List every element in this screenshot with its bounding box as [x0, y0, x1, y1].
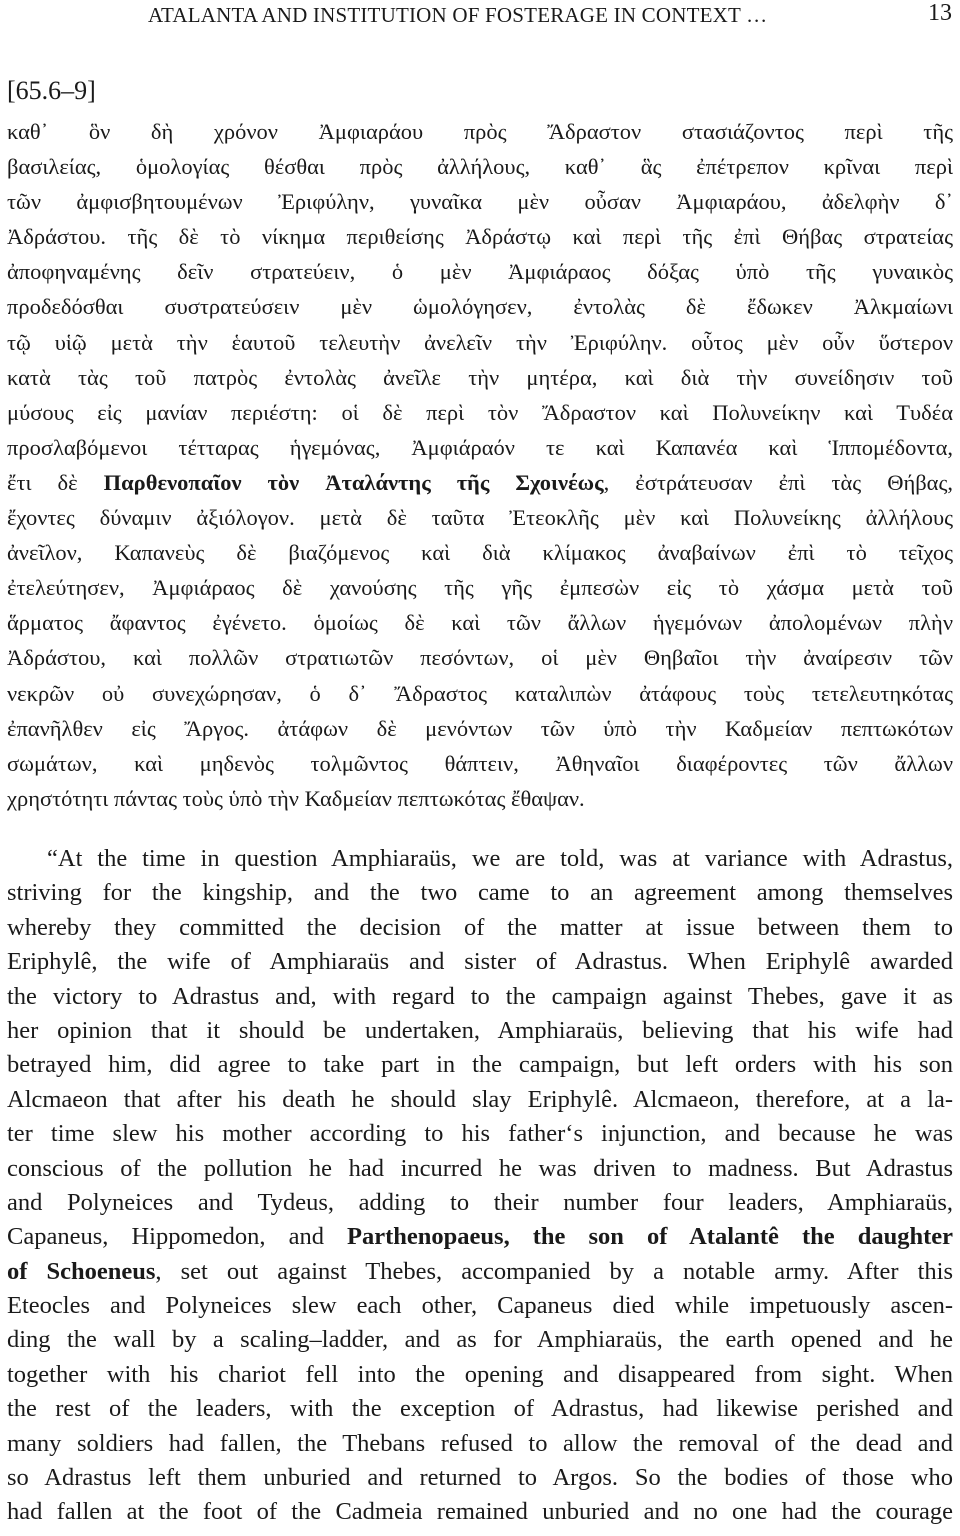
- translation-line: [7, 1186, 953, 1220]
- greek-line: [7, 395, 953, 430]
- greek-line: [7, 676, 953, 711]
- text-run: προδεδόσθαι συστρατεύσειν μὲν ὡμολόγησεν, ἐντολὰς δὲ ἔδωκεν Ἀλκμαίωνι: [7, 294, 953, 320]
- translation-line: [7, 980, 953, 1014]
- text-run: “At the time in question Amphiaraüs, we are told, was at variance with Adrastus,: [47, 845, 953, 872]
- text-run: ἀποφηναμένης δεῖν στρατεύειν, ὁ μὲν Ἀμφιάραος δόξας ὑπὸ τῆς γυναικὸς: [7, 259, 953, 285]
- text-run: Alcmaeon that after his death he should slay Eriphylê. Alcmaeon, therefore, at a la-: [7, 1085, 953, 1113]
- greek-line: [7, 465, 953, 500]
- translation-line: [7, 842, 953, 876]
- text-run: conscious of the pollution he had incurred he was driven to madness. But Adrastus: [7, 1154, 953, 1182]
- text-run: ἅρματος ἄφαντος ἐγένετο. ὁμοίως δὲ καὶ τῶν ἄλλων ἡγεμόνων ἀπολομένων πλὴν: [7, 610, 953, 636]
- greek-line: [7, 254, 953, 289]
- text-run: τῷ υἱῷ μετὰ τὴν ἑαυτοῦ τελευτὴν ἀνελεῖν τὴν Ἐριφύλην. οὗτος μὲν οὖν ὕστερον: [7, 329, 953, 355]
- greek-line: [7, 746, 953, 781]
- greek-line: [7, 570, 953, 605]
- text-run: ἐτελεύτησεν, Ἀμφιάραος δὲ χανούσης τῆς γῆς ἐμπεσὼν εἰς τὸ χάσμα μετὰ τοῦ: [7, 575, 953, 601]
- text-run: betrayed him, did agree to take part in the campaign, but left orders with his son: [7, 1051, 953, 1079]
- text-run: Ἀδράστου, καὶ πολλῶν στρατιωτῶν πεσόντων, οἱ μὲν Θηβαῖοι τὴν ἀναίρεσιν τῶν: [7, 645, 953, 671]
- translation-line: [7, 1255, 953, 1289]
- greek-line: [7, 500, 953, 535]
- greek-line: [7, 640, 953, 675]
- greek-line: [7, 535, 953, 570]
- page-number: 13: [928, 0, 952, 26]
- greek-line: [7, 711, 953, 746]
- bold-emphasis: of Schoeneus: [7, 1257, 156, 1285]
- text-run: striving for the kingship, and the two came to an agreement among themselves: [7, 879, 953, 907]
- text-run: χρηστότητι πάντας τοὺς ὑπὸ τὴν Καδμείαν πεπτωκότας ἔθαψαν.: [7, 785, 585, 811]
- text-run: her opinion that it should be undertaken, Amphiaraüs, believing that his wife had: [7, 1016, 953, 1044]
- text-run: βασιλείας, ὁμολογίας θέσθαι πρὸς ἀλλήλους, καθ᾽ ἃς ἐπέτρεπον κρῖναι περὶ: [7, 154, 953, 180]
- greek-line: [7, 149, 953, 184]
- text-run: many soldiers had fallen, the Thebans refused to allow the removal of the dead and: [7, 1429, 953, 1457]
- text-run: νεκρῶν οὐ συνεχώρησαν, ὁ δ᾽ Ἄδραστος καταλιπὼν ἀτάφους τοὺς τετελευτηκότας: [7, 680, 953, 706]
- greek-line: [7, 781, 953, 816]
- text-run: ἐπανῆλθεν εἰς Ἄργος. ἀτάφων δὲ μενόντων τῶν ὑπὸ τὴν Καδμείαν πεπτωκότων: [7, 715, 953, 741]
- text-run: ἀνεῖλον, Καπανεὺς δὲ βιαζόμενος καὶ διὰ κλίμακος ἀναβαίνων ἐπὶ τὸ τεῖχος: [7, 540, 953, 566]
- translation-line: [7, 911, 953, 945]
- translation-line: [7, 1323, 953, 1357]
- text-run: καθ᾽ ὃν δὴ χρόνον Ἀμφιαράου πρὸς Ἄδραστον στασιάζοντος περὶ τῆς: [7, 119, 953, 144]
- greek-line: [7, 114, 953, 149]
- text-run: , set out against Thebes, accompanied by a notable army. After this: [155, 1257, 953, 1285]
- greek-line: [7, 360, 953, 395]
- text-run: the victory to Adrastus and, with regard to the campaign against Thebes, gave it as: [7, 982, 953, 1010]
- greek-line: [7, 430, 953, 465]
- translation-line: [7, 1392, 953, 1426]
- text-run: , ἐστράτευσαν ἐπὶ τὰς Θήβας,: [603, 469, 953, 495]
- bold-emphasis: Parthenopaeus, the son of Atalantê the daughter: [347, 1223, 954, 1251]
- text-run: Capaneus, Hippomedon, and: [7, 1223, 348, 1251]
- text-run: ter time slew his mother according to his father‘s injunction, and because he was: [7, 1120, 953, 1148]
- translation-line: [7, 1014, 953, 1048]
- translation-line: [7, 1083, 953, 1117]
- text-run: τῶν ἀμφισβητουμένων Ἐριφύλην, γυναῖκα μὲν οὖσαν Ἀμφιαράου, ἀδελφὴν δ᾽: [7, 189, 953, 215]
- bold-emphasis: Παρθενοπαῖον τὸν Ἀταλάντης τῆς Σχοινέως: [103, 469, 604, 495]
- translation-line: [7, 945, 953, 979]
- greek-line: [7, 289, 953, 324]
- greek-line: [7, 219, 953, 254]
- translation-line: [7, 1289, 953, 1323]
- text-run: προσλαβόμενοι τέτταρας ἡγεμόνας, Ἀμφιάραόν τε καὶ Καπανέα καὶ Ἱππομέδοντα,: [7, 434, 953, 460]
- running-title: ATALANTA AND INSTITUTION OF FOSTERAGE IN CONTEXT …: [148, 3, 768, 27]
- translation-line: [7, 1048, 953, 1082]
- page-header: [0, 0, 960, 34]
- text-run: μύσους εἰς μανίαν περιέστη: οἱ δὲ περὶ τὸν Ἄδραστον καὶ Πολυνείκην καὶ Τυδέα: [7, 399, 953, 425]
- english-translation-block: [7, 842, 953, 1530]
- greek-line: [7, 605, 953, 640]
- text-run: σωμάτων, καὶ μηδενὸς τολμῶντος θάπτειν, Ἀθηναῖοι διαφέροντες τῶν ἄλλων: [7, 750, 953, 776]
- text-run: so Adrastus left them unburied and returned to Argos. So the bodies of those who: [7, 1464, 953, 1492]
- text-run: Eteocles and Polyneices slew each other, Capaneus died while impetuously ascen-: [7, 1292, 953, 1320]
- text-run: Eriphylê, the wife of Amphiaraüs and sister of Adrastus. When Eriphylê awarded: [7, 948, 953, 976]
- text-run: Ἀδράστου. τῆς δὲ τὸ νίκημα περιθείσης Ἀδράστῳ καὶ περὶ τῆς ἐπὶ Θήβας στρατείας: [7, 224, 953, 250]
- text-run: ἔχοντες δύναμιν ἀξιόλογον. μετὰ δὲ ταῦτα Ἐτεοκλῆς μὲν καὶ Πολυνείκης ἀλλήλους: [7, 505, 953, 531]
- greek-line: [7, 325, 953, 360]
- text-run: ding the wall by a scaling–ladder, and as for Amphiaraüs, the earth opened and he: [7, 1326, 953, 1354]
- text-run: had fallen at the foot of the Cadmeia remained unburied and no one had the courage: [7, 1498, 953, 1526]
- translation-line: [7, 1461, 953, 1495]
- greek-line: [7, 184, 953, 219]
- text-run: whereby they committed the decision of the matter at issue between them to: [7, 913, 953, 941]
- translation-line: [7, 1220, 953, 1254]
- translation-line: [7, 876, 953, 910]
- text-run: the rest of the leaders, with the exception of Adrastus, had likewise perished and: [7, 1395, 953, 1423]
- translation-line: [7, 1152, 953, 1186]
- text-run: κατὰ τὰς τοῦ πατρὸς ἐντολὰς ἀνεῖλε τὴν μητέρα, καὶ διὰ τὴν συνείδησιν τοῦ: [7, 364, 953, 390]
- passage-reference: [65.6–9]: [7, 76, 96, 105]
- translation-line: [7, 1427, 953, 1461]
- text-run: together with his chariot fell into the opening and disappeared from sight. When: [7, 1360, 953, 1388]
- translation-line: [7, 1495, 953, 1529]
- translation-line: [7, 1117, 953, 1151]
- translation-line: [7, 1358, 953, 1392]
- text-run: ἔτι δὲ: [7, 469, 104, 495]
- text-run: and Polyneices and Tydeus, adding to their number four leaders, Amphiaraüs,: [7, 1188, 953, 1216]
- greek-text-block: [7, 114, 953, 816]
